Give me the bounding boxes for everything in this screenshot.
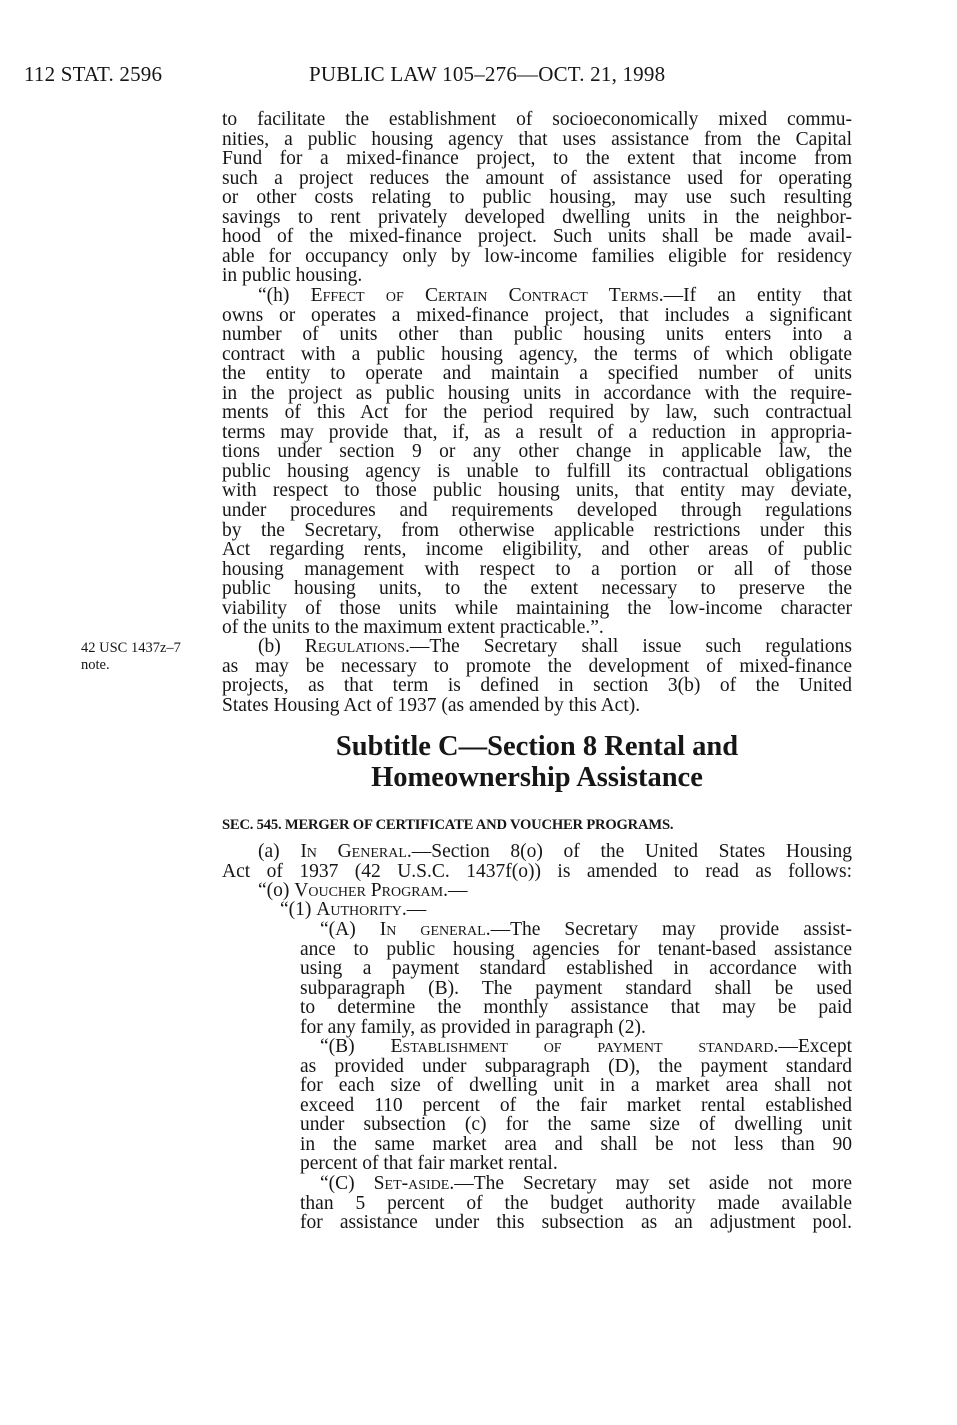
text-line: able for occupancy only by low-income families eligible for residency (222, 245, 852, 267)
text-run: .—Section 8(o) of the United States Housing (406, 841, 852, 862)
text-run: .—Except (773, 1036, 852, 1057)
text-line: hood of the mixed-finance project. Such units shall be made avail- (222, 226, 852, 248)
text-line: ments of this Act for the period required by law, such contractual (222, 402, 852, 424)
text-line: for each size of dwelling unit in a market area shall not (300, 1075, 852, 1097)
section-title: SEC. 545. MERGER OF CERTIFICATE AND VOUCHER PROGRAMS. (222, 817, 674, 833)
text-line: Act regarding rents, income eligibility, and other areas of public (222, 539, 852, 561)
page-stat-number: 112 STAT. 2596 (24, 62, 163, 86)
text-run: “(C) (320, 1173, 374, 1194)
text-run: .— (401, 899, 427, 920)
text-line: with respect to those public housing units, that entity may deviate, (222, 480, 852, 502)
section-caption: Regulations (304, 636, 405, 657)
text-line: for assistance under this subsection as an adjustment pool. (300, 1212, 852, 1234)
para-b (222, 637, 852, 715)
para-continuation (222, 110, 852, 286)
running-header: PUBLIC LAW 105–276—OCT. 21, 1998 (309, 62, 666, 86)
para-B (300, 1037, 852, 1174)
text-line: contract with a public housing agency, the terms of which obligate (222, 343, 852, 365)
text-line: viability of those units while maintaining the low-income character (222, 597, 852, 619)
text-line: of the units to the maximum extent practicable.”. (222, 617, 604, 639)
text-line (222, 842, 852, 862)
para-C (300, 1174, 852, 1233)
text-line: such a project reduces the amount of assistance used for operating (222, 167, 852, 189)
text-line (300, 920, 852, 940)
para-A (300, 920, 852, 1037)
section-caption: Set-aside (373, 1173, 450, 1194)
section-caption: Establishment of payment standard (390, 1036, 774, 1057)
text-line: using a payment standard established in accordance with (300, 958, 852, 980)
text-line: under procedures and requirements developed through regulations (222, 500, 852, 522)
text-line: as may be necessary to promote the development of mixed-finance (222, 655, 852, 677)
para-1 (280, 900, 852, 920)
margin-note (81, 640, 181, 674)
text-run: .—The Secretary may set aside not more (449, 1173, 852, 1194)
text-line: projects, as that term is defined in section 3(b) of the United (222, 675, 852, 697)
section-caption: In general (379, 919, 486, 940)
text-line (222, 286, 852, 306)
text-line: percent of that fair market rental. (300, 1153, 558, 1175)
text-run: “(B) (320, 1036, 391, 1057)
text-line: tions under section 9 or any other change in applicable law, the (222, 441, 852, 463)
text-line: in the same market area and shall be not less than 90 (300, 1133, 852, 1155)
text-line: public housing agency is unable to fulfill its contractual obligations (222, 460, 852, 482)
section-caption: In General (300, 841, 407, 862)
para-a (222, 842, 852, 881)
text-line: owns or operates a mixed-finance project, that includes a significant (222, 304, 852, 326)
text-run: (b) (258, 636, 305, 657)
text-run: “(o) (258, 880, 295, 901)
text-line: savings to rent privately developed dwelling units in the neighbor- (222, 206, 852, 228)
para-o (258, 881, 852, 901)
text-line: housing management with respect to a portion or all of those (222, 558, 852, 580)
text-line: number of units other than public housing units enters into a (222, 324, 852, 346)
text-line (300, 1037, 852, 1057)
section-caption: Effect of Certain Contract Terms (310, 285, 659, 306)
margin-note-label: note. (81, 657, 110, 673)
text-line: in the project as public housing units in accordance with the require- (222, 382, 852, 404)
text-line: than 5 percent of the budget authority made available (300, 1192, 852, 1214)
text-line: subparagraph (B). The payment standard shall be used (300, 977, 852, 999)
text-run: .—The Secretary may provide assist- (485, 919, 852, 940)
text-line: Act of 1937 (42 U.S.C. 1437f(o)) is amended to read as follows: (222, 860, 852, 882)
section-caption: Authority (316, 899, 402, 920)
subtitle-heading (222, 731, 852, 793)
text-line: for any family, as provided in paragraph (2). (300, 1016, 646, 1038)
text-line: terms may provide that, if, as a result of a reduction in appropria- (222, 421, 852, 443)
text-run: .— (443, 880, 468, 901)
text-line: ance to public housing agencies for tenant-based assistance (300, 938, 852, 960)
text-line: under subsection (c) for the same size of dwelling unit (300, 1114, 852, 1136)
subtitle-heading-line: Subtitle C—Section 8 Rental and (335, 731, 739, 762)
text-line: the entity to operate and maintain a specified number of units (222, 363, 852, 385)
text-line: by the Secretary, from otherwise applicable restrictions under this (222, 519, 852, 541)
text-run: .—The Secretary shall issue such regulations (404, 636, 852, 657)
text-line (300, 1174, 852, 1194)
text-run: “(h) (258, 285, 311, 306)
text-line: in public housing. (222, 265, 363, 287)
text-line (258, 881, 852, 901)
text-line: Fund for a mixed-finance project, to the extent that income from (222, 148, 852, 170)
text-line (222, 637, 852, 657)
text-run: “(1) (280, 899, 317, 920)
text-line: exceed 110 percent of the fair market rental established (300, 1094, 852, 1116)
text-line: States Housing Act of 1937 (as amended by this Act). (222, 694, 641, 716)
text-run: “(A) (320, 919, 380, 940)
subtitle-heading-line: Homeownership Assistance (371, 762, 703, 793)
text-line: as provided under subparagraph (D), the payment standard (300, 1055, 852, 1077)
text-line: to facilitate the establishment of socioeconomically mixed commu- (222, 109, 852, 130)
text-line: or other costs relating to public housing, may use such resulting (222, 187, 852, 209)
text-run: .—If an entity that (658, 285, 852, 306)
text-line: to determine the monthly assistance that may be paid (300, 997, 852, 1019)
section-caption: Voucher Program (294, 880, 444, 901)
margin-note-citation: 42 USC 1437z–7 (81, 640, 181, 656)
para-h (222, 286, 852, 638)
text-line (280, 900, 852, 920)
text-line: public housing units, to the extent necessary to preserve the (222, 578, 852, 600)
text-line: nities, a public housing agency that uses assistance from the Capital (222, 128, 852, 150)
text-run: (a) (258, 841, 301, 862)
